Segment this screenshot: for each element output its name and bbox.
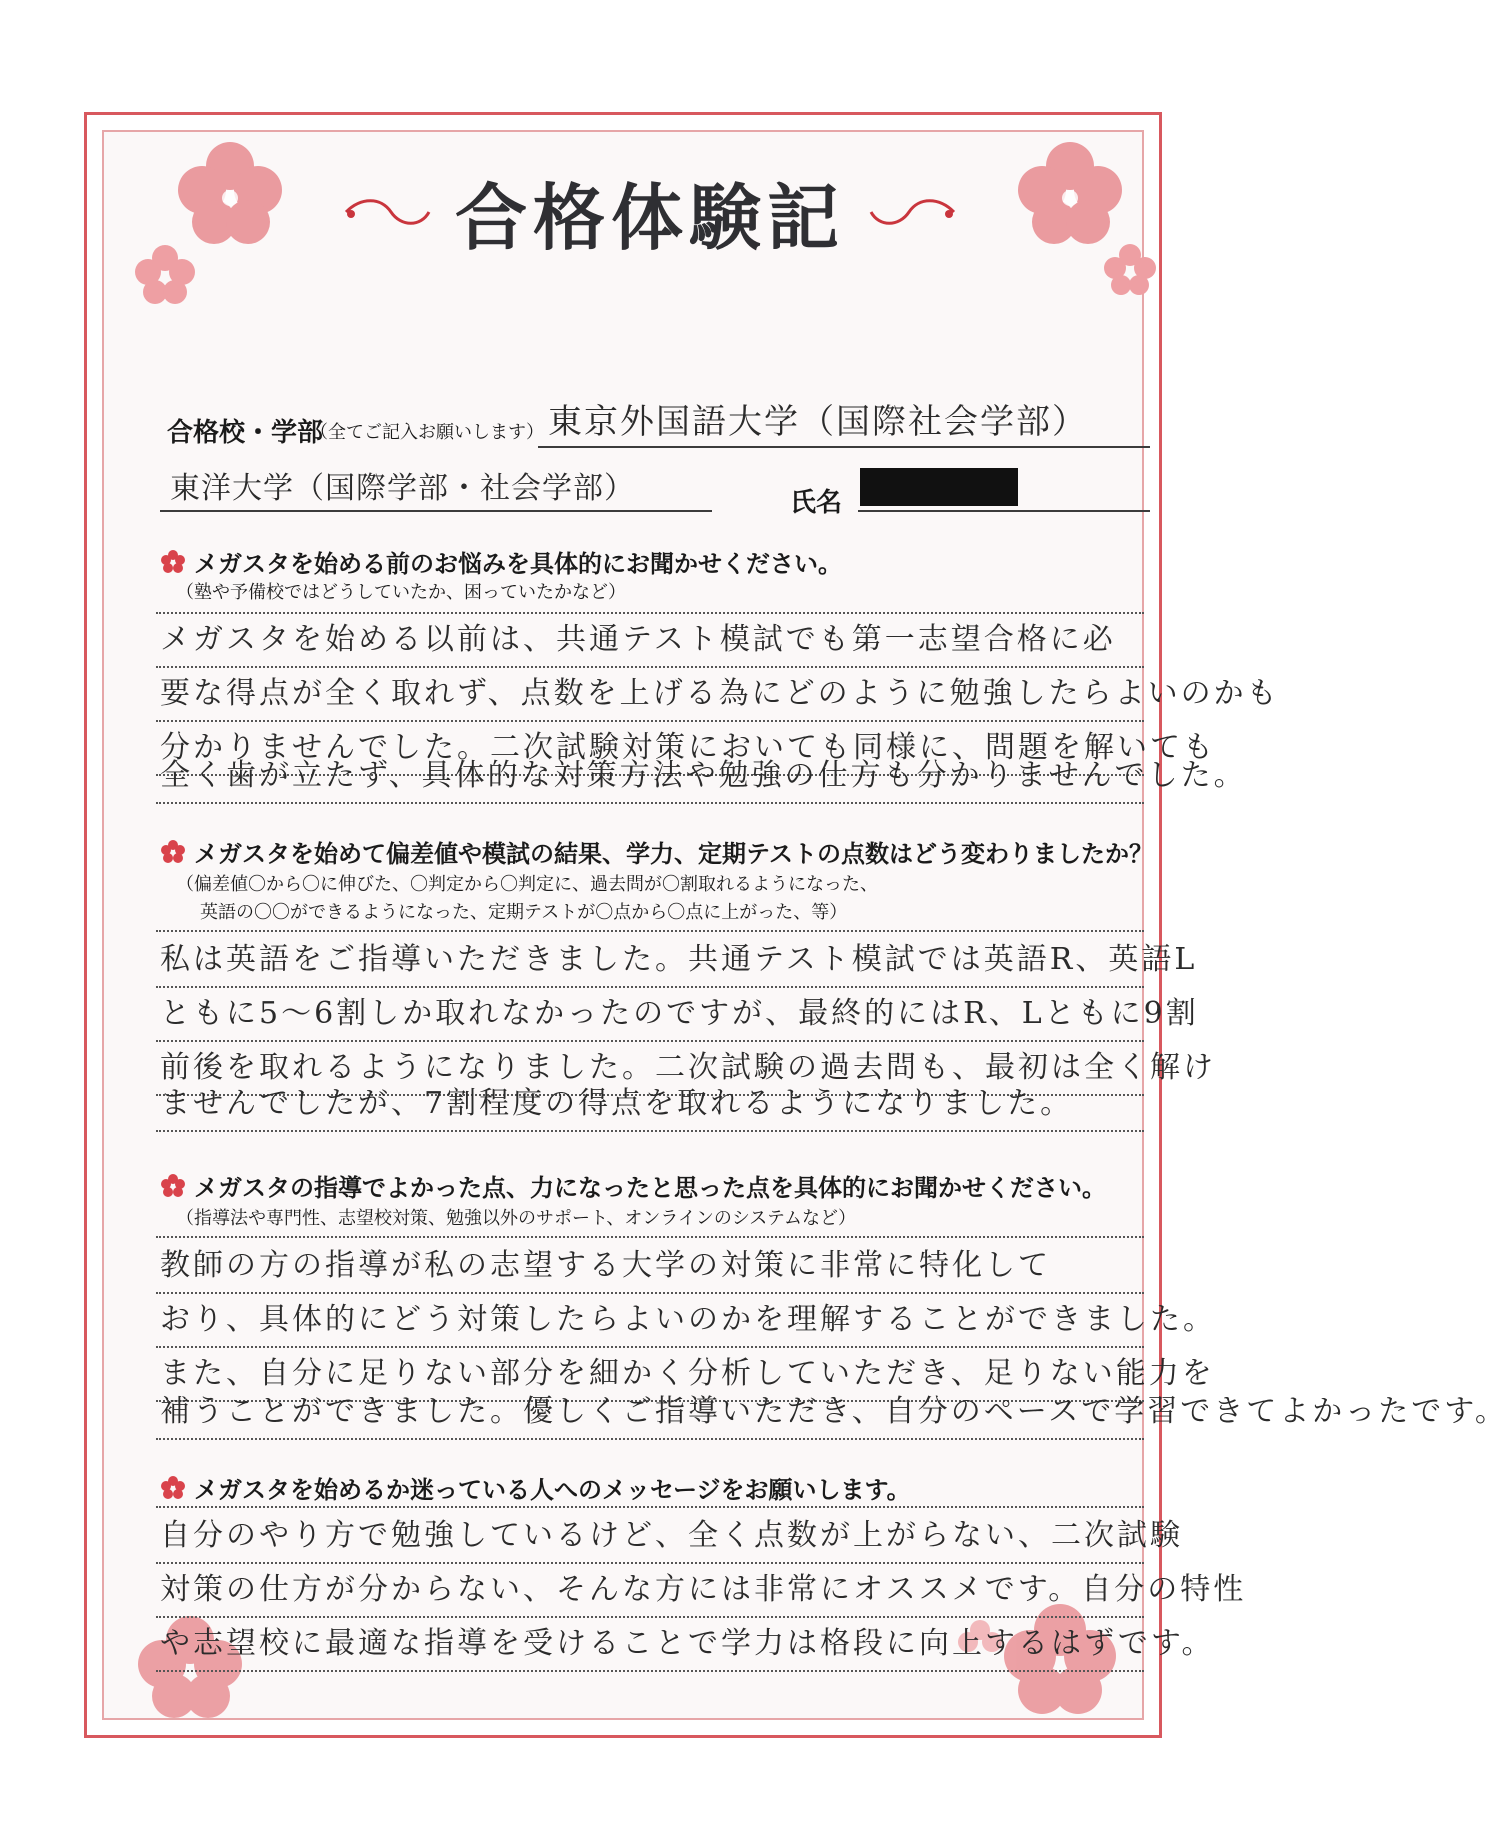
question-2-answer-line: ともに5〜6割しか取れなかったのですが、最終的にはR、Lともに9割 (160, 996, 1199, 1031)
question-2-answer-line: 前後を取れるようになりました。二次試験の過去問も、最初は全く解け (160, 1050, 1216, 1085)
answer-rule (156, 1292, 1144, 1294)
page-title: 合格体験記 (454, 175, 845, 260)
answer-rule (156, 666, 1144, 668)
redacted-name (860, 468, 1018, 506)
question-3-answer-line: また、自分に足りない部分を細かく分析していただき、足りない能力を (160, 1356, 1215, 1391)
school-entry-2: 東洋大学（国際学部・社会学部） (170, 471, 635, 506)
school-note: （全てご記入お願いします） (310, 422, 544, 443)
school-label: 合格校・学部 (167, 418, 324, 448)
answer-rule (156, 1506, 1144, 1508)
question-2-answer-line: ませんでしたが、7割程度の得点を取れるようになりました。 (160, 1086, 1074, 1121)
question-4-answer-line: 対策の仕方が分からない、そんな方には非常にオススメです。自分の特性 (160, 1572, 1247, 1607)
question-2-heading (160, 834, 1153, 869)
question-4-title: メガスタを始めるか迷っている人へのメッセージをお願いします。 (194, 1476, 911, 1504)
answer-rule (156, 720, 1144, 722)
question-1-answer-line: 全く歯が立たず、具体的な対策方法や勉強の仕方も分かりませんでした。 (160, 758, 1247, 793)
question-2-note: 英語の〇〇ができるようになった、定期テストが〇点から〇点に上がった、等） (200, 902, 848, 923)
question-1-answer-line: メガスタを始める以前は、共通テスト模試でも第一志望合格に必 (160, 622, 1116, 657)
question-3-answer-line: 教師の方の指導が私の志望する大学の対策に非常に特化して (160, 1248, 1051, 1283)
answer-rule (156, 1130, 1144, 1132)
swirl-ornament-icon (341, 192, 431, 232)
question-1-answer-line: 分かりませんでした。二次試験対策においても同様に、問題を解いても (160, 730, 1216, 765)
answer-rule (156, 1562, 1144, 1564)
question-3-title: メガスタの指導でよかった点、力になったと思った点を具体的にお聞かせください。 (194, 1174, 1106, 1202)
question-3-heading (160, 1168, 1106, 1203)
question-4-heading (160, 1470, 911, 1505)
answer-rule (156, 1438, 1144, 1440)
answer-rule (156, 1670, 1144, 1672)
answer-rule (156, 986, 1144, 988)
answer-rule (156, 802, 1144, 804)
question-3-answer-line: 補うことができました。優しくご指導いただき、自分のペースで学習できてよかったです。 (160, 1394, 1508, 1429)
sakura-bullet-icon (160, 1475, 186, 1501)
name-rule (858, 510, 1150, 512)
school-entry-1: 東京外国語大学（国際社会学部） (548, 402, 1088, 442)
swirl-ornament-icon (869, 192, 959, 232)
school-rule (160, 510, 712, 512)
title-area (0, 152, 1300, 272)
sakura-bullet-icon (160, 549, 186, 575)
question-2-answer-line: 私は英語をご指導いただきました。共通テスト模試では英語R、英語L (160, 942, 1198, 977)
question-2-title: メガスタを始めて偏差値や模試の結果、学力、定期テストの点数はどう変わりましたか？ (194, 840, 1154, 868)
answer-rule (156, 1236, 1144, 1238)
question-4-answer-line: や志望校に最適な指導を受けることで学力は格段に向上するはずです。 (160, 1626, 1215, 1661)
question-1-note: （塾や予備校ではどうしていたか、困っていたかなど） (176, 582, 626, 603)
question-3-answer-line: おり、具体的にどう対策したらよいのかを理解することができました。 (160, 1302, 1216, 1337)
name-label: 氏名 (790, 488, 843, 518)
question-1-title: メガスタを始める前のお悩みを具体的にお聞かせください。 (194, 550, 842, 578)
question-2-note: （偏差値〇から〇に伸びた、〇判定から〇判定に、過去問が〇割取れるようになった、 (176, 874, 878, 895)
answer-rule (156, 1346, 1144, 1348)
answer-rule (156, 1040, 1144, 1042)
answer-rule (156, 1616, 1144, 1618)
question-4-answer-line: 自分のやり方で勉強しているけど、全く点数が上がらない、二次試験 (160, 1518, 1183, 1553)
question-1-heading (160, 544, 842, 579)
sakura-bullet-icon (160, 839, 186, 865)
school-rule (538, 446, 1150, 448)
question-1-answer-line: 要な得点が全く取れず、点数を上げる為にどのように勉強したらよいのかも (160, 676, 1280, 711)
answer-rule (156, 612, 1144, 614)
answer-rule (156, 930, 1144, 932)
sakura-bullet-icon (160, 1173, 186, 1199)
question-3-note: （指導法や専門性、志望校対策、勉強以外のサポート、オンラインのシステムなど） (176, 1208, 857, 1229)
